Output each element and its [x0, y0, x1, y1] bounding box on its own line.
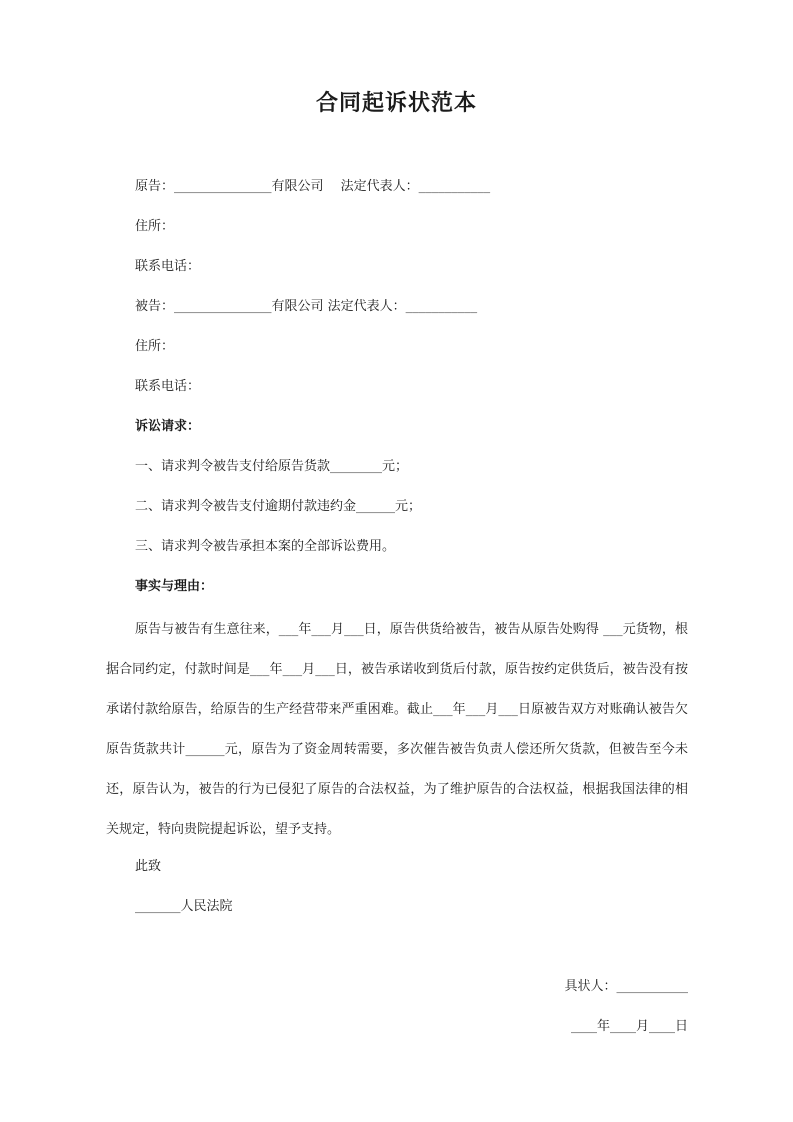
defendant-address: 住所：	[135, 339, 175, 354]
document-title: 合同起诉状范本	[315, 90, 477, 116]
claims-heading: 诉讼请求：	[135, 419, 201, 434]
facts-body: 原告与被告有生意往来，___年___月___日，原告供货给被告，被告从原告处购得 ___元货物，根据合同约定，付款时间是___年___月___日，被告承诺收到货后付款，原告按约定供货后，被告没有按承诺付款给原告，给原告的生产经营带来严重困难。截止___年___月___日原被告双方对账确认被告欠原告货款共计______元，原告为了资金周转需要，多次催告被告负责人偿还所欠货款，但被告至今未还，原告认为，被告的行为已侵犯了原告的合法权益，为了维护原告的合法权益，根据我国法律的相关规定，特向贵院提起诉讼，望予支持。	[106, 622, 688, 837]
date-line: ____年____月____日	[570, 1019, 688, 1034]
plaintiff-address: 住所：	[135, 219, 175, 234]
claim-item-1: 一、请求判令被告支付给原告货款________元；	[135, 459, 409, 474]
facts-heading: 事实与理由：	[135, 579, 214, 594]
salutation: 此致	[135, 859, 162, 874]
defendant-phone: 联系电话：	[135, 379, 201, 394]
court-name: _______人民法院	[135, 899, 233, 914]
plaintiff-line: 原告：_______________有限公司 法定代表人：___________	[135, 179, 491, 194]
plaintiff-phone: 联系电话：	[135, 259, 201, 274]
signer-line: 具状人：___________	[564, 979, 688, 994]
claim-item-2: 二、请求判令被告支付逾期付款违约金______元；	[135, 499, 422, 514]
claim-item-3: 三、请求判令被告承担本案的全部诉讼费用。	[135, 539, 396, 554]
defendant-line: 被告：_______________有限公司 法定代表人：___________	[135, 299, 478, 314]
